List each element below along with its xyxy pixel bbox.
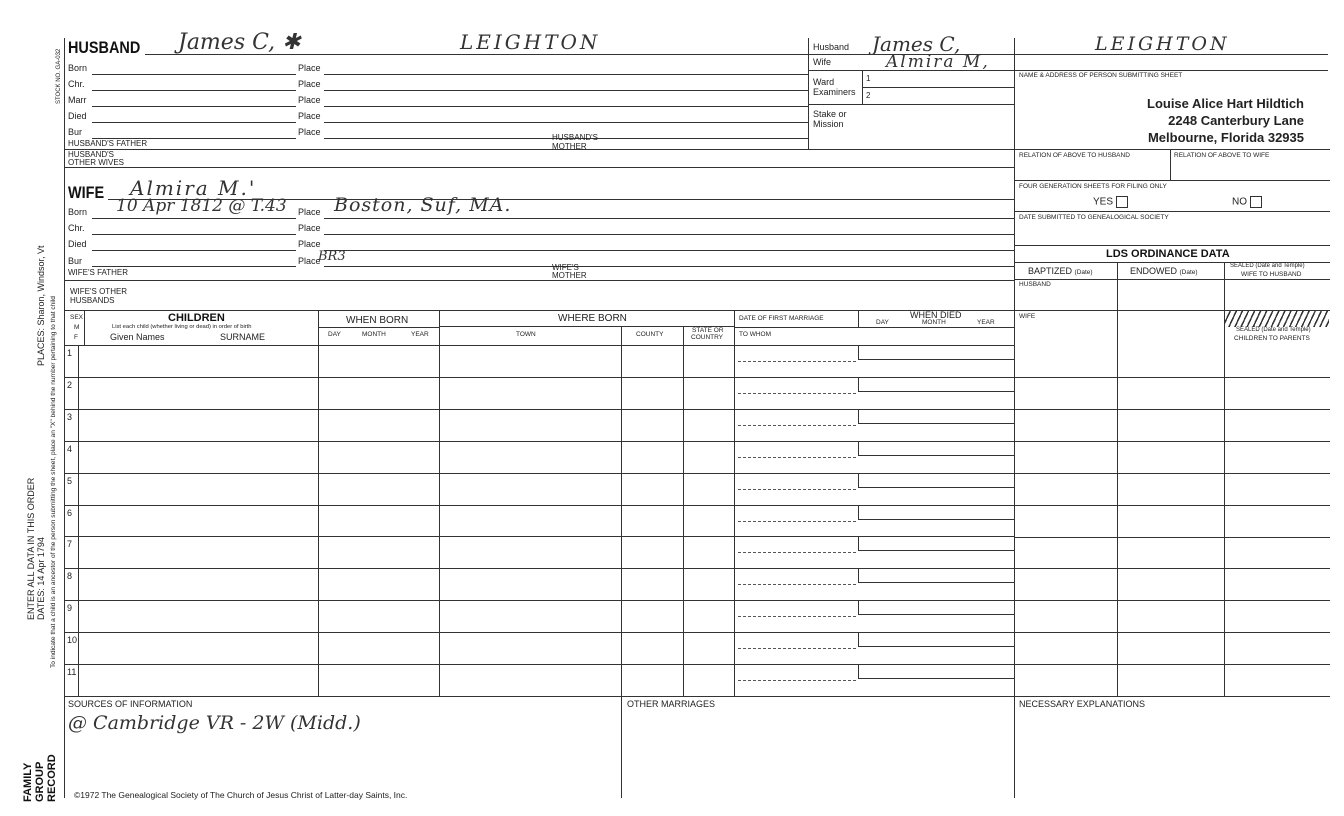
wife-bur-place-label: Place [298, 256, 321, 266]
born-day-label: DAY [328, 331, 341, 338]
wife-died-place-label: Place [298, 239, 321, 249]
yes-label: YES [1093, 196, 1114, 208]
relation-husband-label: RELATION OF ABOVE TO HUSBAND [1019, 152, 1130, 159]
husband-chr-place-label: Place [298, 79, 321, 89]
lds-row-divider [1014, 537, 1330, 538]
child-row-divider [64, 568, 1014, 569]
wife-given-name: Almira M.' [130, 176, 257, 200]
wife-died-label: Died [68, 239, 87, 249]
wife-mother-label-2: MOTHER [552, 271, 587, 280]
died-line [858, 678, 1014, 679]
yes-option [1093, 196, 1128, 208]
died-line [858, 487, 1014, 488]
state-label-2: COUNTRY [691, 334, 724, 341]
child-row-divider [64, 377, 1014, 378]
endowed-text: ENDOWED [1130, 266, 1177, 276]
given-names-label: Given Names [110, 332, 165, 342]
born-year-label: YEAR [411, 331, 429, 338]
died-line [858, 614, 1014, 615]
died-line [858, 519, 1014, 520]
places-note: PLACES: Sharon, Windsor, Vt [36, 245, 46, 366]
where-born-label: WHERE BORN [558, 313, 627, 324]
header-wife-label: Wife [813, 57, 831, 67]
wife-other-husbands-label-2: HUSBANDS [70, 296, 115, 305]
wife-bur-label: Bur [68, 256, 83, 266]
lds-row-divider [1014, 473, 1330, 474]
wife-born-place: Boston, Suf, MA. [334, 194, 512, 216]
lds-row-divider [1014, 600, 1330, 601]
died-line [858, 455, 1014, 456]
to-whom-label: TO WHOM [739, 331, 772, 338]
lds-endowed-label [1130, 266, 1198, 276]
examiner-1-number: 1 [866, 74, 871, 83]
died-line [858, 646, 1014, 647]
child-row-number: 3 [67, 412, 73, 422]
child-row-divider [64, 345, 1014, 346]
lds-husband-label: HUSBAND [1019, 281, 1051, 288]
husband-died-place-label: Place [298, 111, 321, 121]
other-marriages-label: OTHER MARRIAGES [627, 699, 716, 709]
died-tick [858, 441, 859, 455]
explanations-label: NECESSARY EXPLANATIONS [1019, 699, 1146, 709]
sex-label: SEX [70, 314, 84, 321]
sex-column-divider [78, 345, 79, 696]
surname-label: SURNAME [220, 332, 266, 342]
first-marriage-label: DATE OF FIRST MARRIAGE [739, 315, 824, 322]
examiners-label: Examiners [813, 87, 856, 97]
husband-bur-place-label: Place [298, 127, 321, 137]
wife-chr-place-label: Place [298, 223, 321, 233]
yes-checkbox[interactable] [1116, 196, 1128, 208]
submitter-street: 2248 Canterbury Lane [1168, 113, 1304, 128]
date-submitted-label: DATE SUBMITTED TO GENEALOGICAL SOCIETY [1019, 214, 1169, 221]
header-wife-name: Almira M, [886, 52, 990, 72]
lds-row-divider [1014, 568, 1330, 569]
husband-father-label: HUSBAND'S FATHER [68, 139, 148, 148]
wife-born-place-label: Place [298, 207, 321, 217]
lds-row-divider [1014, 664, 1330, 665]
died-tick [858, 377, 859, 391]
lds-title: LDS ORDINANCE DATA [1106, 248, 1230, 260]
submitter-address [1020, 95, 1304, 146]
dates-note: DATES: 14 Apr 1794 [36, 537, 46, 620]
husband-other-wives-label-1: HUSBAND'S [68, 150, 114, 159]
died-tick [858, 632, 859, 646]
child-row-number: 6 [67, 508, 73, 518]
sealed-children-label-1: SEALED (Date and Temple) [1236, 327, 1311, 333]
marriage-dashed-line [738, 425, 856, 426]
form-title-family: FAMILY [22, 762, 34, 802]
child-row-number: 9 [67, 603, 73, 613]
wife-chr-label: Chr. [68, 223, 85, 233]
submitter-name: Louise Alice Hart Hildtich [1147, 96, 1304, 111]
died-tick [858, 664, 859, 678]
died-line [858, 391, 1014, 392]
husband-bur-label: Bur [68, 127, 83, 137]
when-died-label: WHEN DIED [910, 310, 962, 320]
lds-row-divider [1014, 409, 1330, 410]
enter-data-note: ENTER ALL DATA IN THIS ORDER [26, 477, 36, 620]
child-row-number: 7 [67, 539, 73, 549]
marriage-dashed-line [738, 680, 856, 681]
submitter-label: NAME & ADDRESS OF PERSON SUBMITTING SHEET [1019, 72, 1183, 79]
child-row-divider [64, 632, 1014, 633]
child-row-divider [64, 664, 1014, 665]
baptized-text: BAPTIZED [1028, 266, 1073, 276]
form-title-record: RECORD [46, 754, 58, 802]
wife-heading: WIFE [68, 183, 105, 202]
husband-given-name: James C, ✱ [178, 30, 301, 55]
husband-mother-label-2: MOTHER [552, 142, 587, 151]
died-tick [858, 409, 859, 423]
marriage-dashed-line [738, 457, 856, 458]
town-label: TOWN [516, 331, 536, 338]
four-generation-label: FOUR GENERATION SHEETS FOR FILING ONLY [1019, 183, 1167, 190]
sealed-wife-label-1: SEALED (Date and Temple) [1230, 263, 1305, 269]
marriage-dashed-line [738, 521, 856, 522]
husband-marr-label: Marr [68, 95, 87, 105]
died-tick [858, 600, 859, 614]
wife-other-husbands-label-1: WIFE'S OTHER [70, 287, 128, 296]
sealed-wife-label-2: WIFE TO HUSBAND [1241, 271, 1302, 278]
husband-chr-label: Chr. [68, 79, 85, 89]
marriage-dashed-line [738, 584, 856, 585]
husband-born-label: Born [68, 63, 88, 73]
sources-value: @ Cambridge VR - 2W (Midd.) [68, 712, 361, 734]
child-row-divider [64, 441, 1014, 442]
no-label: NO [1232, 196, 1247, 208]
sex-f-label: F [74, 334, 78, 341]
lds-row-divider [1014, 377, 1330, 378]
died-day-label: DAY [876, 319, 889, 326]
lds-row-divider [1014, 632, 1330, 633]
marriage-dashed-line [738, 361, 856, 362]
died-tick [858, 473, 859, 487]
child-row-number: 10 [67, 635, 78, 645]
wife-father-label: WIFE'S FATHER [68, 268, 129, 277]
ancestor-instruction: To indicate that a child is an ancestor of the person submitting the sheet, place an "X" behind the number pertaining to that child [50, 296, 57, 668]
lds-row-divider [1014, 505, 1330, 506]
born-month-label: MONTH [362, 331, 386, 338]
husband-mother-label-1: HUSBAND'S [552, 133, 598, 142]
child-row-divider [64, 505, 1014, 506]
lds-wife-label: WIFE [1019, 313, 1036, 320]
no-option [1232, 196, 1262, 208]
county-label: COUNTY [636, 331, 664, 338]
wife-born-label: Born [68, 207, 88, 217]
lds-row-divider [1014, 441, 1330, 442]
child-row-number: 5 [67, 476, 73, 486]
baptized-date-text: (Date) [1074, 269, 1093, 276]
sex-m-label: M [74, 324, 80, 331]
husband-marr-place-label: Place [298, 95, 321, 105]
wife-mother-label-1: WIFE'S [552, 263, 579, 272]
husband-died-label: Died [68, 111, 87, 121]
husband-surname: LEIGHTON [460, 30, 601, 54]
marriage-dashed-line [738, 393, 856, 394]
died-tick [858, 505, 859, 519]
died-tick [858, 568, 859, 582]
child-row-divider [64, 536, 1014, 537]
child-row-divider [64, 600, 1014, 601]
died-line [858, 359, 1014, 360]
stake-label: Stake or [813, 109, 847, 119]
died-year-label: YEAR [977, 319, 995, 326]
relation-wife-label: RELATION OF ABOVE TO WIFE [1174, 152, 1270, 159]
lds-baptized-label [1028, 266, 1093, 276]
wife-born-date: 10 Apr 1812 @ T.43 [116, 196, 287, 216]
copyright: ©1972 The Genealogical Society of The Church of Jesus Christ of Latter-day Saints, Inc. [74, 790, 408, 800]
no-checkbox[interactable] [1250, 196, 1262, 208]
marriage-dashed-line [738, 552, 856, 553]
sources-label: SOURCES OF INFORMATION [68, 699, 193, 709]
died-month-label: MONTH [922, 319, 946, 326]
child-row-number: 4 [67, 444, 73, 454]
endowed-date-text: (Date) [1179, 269, 1198, 276]
husband-other-wives-label-2: OTHER WIVES [68, 158, 125, 167]
form-title-group: GROUP [34, 761, 46, 802]
header-husband-name: James C, [872, 32, 961, 56]
header-husband-surname: LEIGHTON [1095, 33, 1230, 55]
ward-label: Ward [813, 77, 835, 87]
wife-bur-note: BR3 [318, 249, 346, 264]
state-label-1: STATE OR [692, 327, 724, 334]
mission-label: Mission [813, 119, 844, 129]
child-row-number: 11 [67, 667, 77, 677]
header-husband-label: Husband [813, 42, 850, 52]
child-row-divider [64, 409, 1014, 410]
died-tick [858, 345, 859, 359]
examiner-2-number: 2 [866, 91, 871, 100]
child-row-divider [64, 473, 1014, 474]
child-row-number: 1 [67, 348, 73, 358]
died-line [858, 550, 1014, 551]
died-line [858, 582, 1014, 583]
child-row-number: 8 [67, 571, 73, 581]
sealed-children-label-2: CHILDREN TO PARENTS [1234, 335, 1310, 342]
marriage-dashed-line [738, 489, 856, 490]
husband-born-place-label: Place [298, 63, 321, 73]
submitter-city: Melbourne, Florida 32935 [1147, 130, 1304, 145]
marriage-dashed-line [738, 648, 856, 649]
stock-number: STOCK NO. GA-032 [56, 48, 62, 104]
died-line [858, 423, 1014, 424]
marriage-dashed-line [738, 616, 856, 617]
child-row-number: 2 [67, 380, 73, 390]
children-subtitle: List each child (whether living or dead) in order of birth [112, 324, 252, 330]
children-title: CHILDREN [168, 312, 225, 324]
sealed-hatch [1225, 311, 1329, 327]
when-born-label: WHEN BORN [346, 315, 409, 326]
died-tick [858, 536, 859, 550]
husband-heading: HUSBAND [68, 38, 141, 57]
